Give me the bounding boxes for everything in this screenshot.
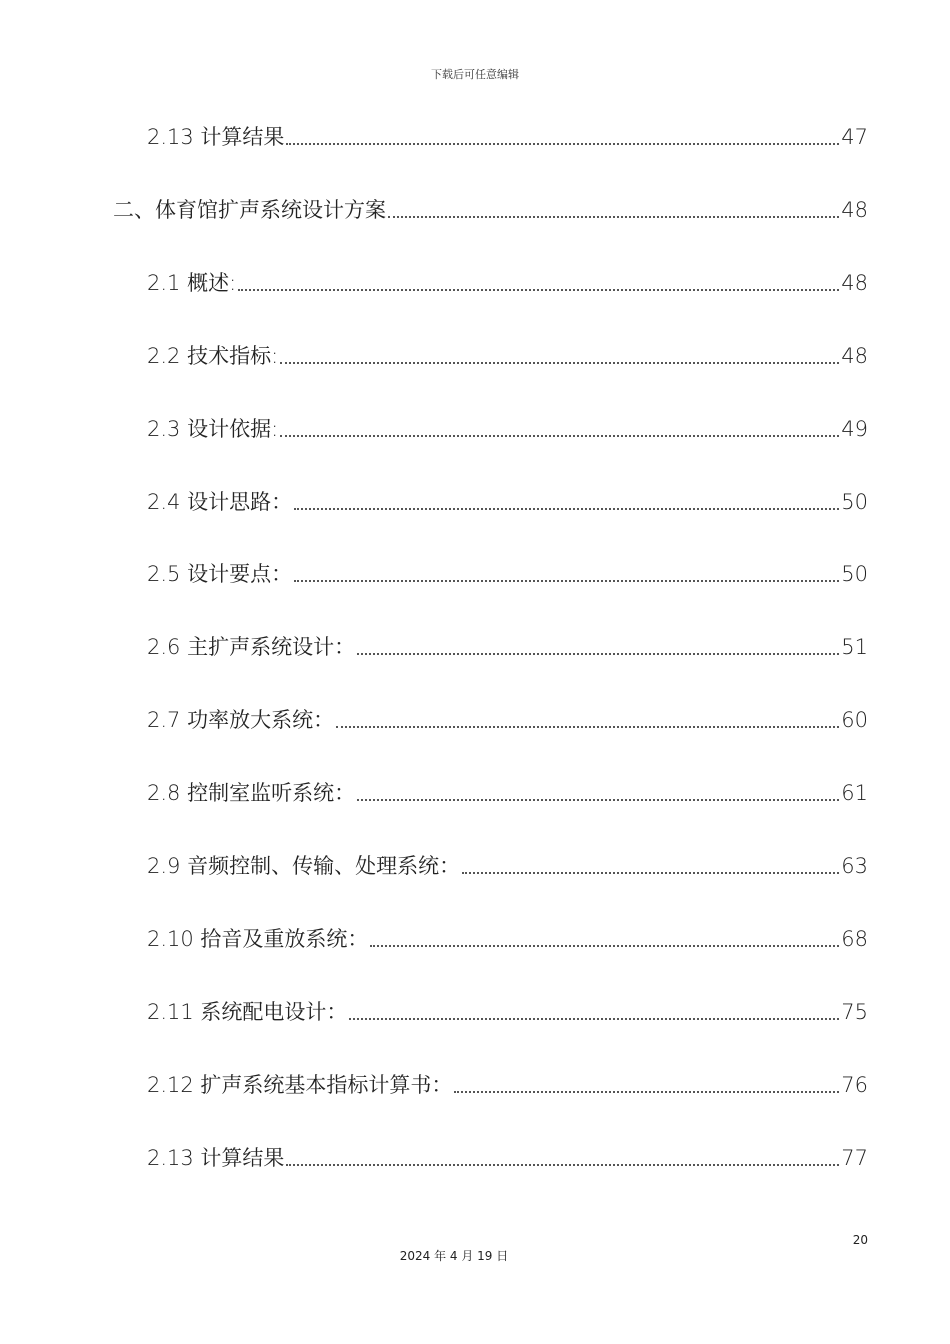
toc-entry-page: 75 xyxy=(841,1000,868,1024)
toc-entry[interactable] xyxy=(147,1070,868,1100)
toc-entry-label: 2.8 控制室监听系统： xyxy=(147,781,356,805)
toc-entry-label: 2.3 设计依据: xyxy=(147,417,279,441)
toc-entry[interactable] xyxy=(147,924,868,954)
toc-entry[interactable] xyxy=(147,414,868,444)
page-number: 20 xyxy=(852,1233,868,1247)
toc-entry[interactable] xyxy=(147,559,868,589)
toc-entry-page: 47 xyxy=(841,125,868,149)
page-header: 下载后可任意编辑 xyxy=(431,68,519,81)
toc-entry-page: 50 xyxy=(841,562,868,586)
toc-entry-page: 77 xyxy=(841,1146,868,1170)
toc-entry-label: 2.12 扩声系统基本指标计算书： xyxy=(147,1073,453,1097)
toc-leader-dots xyxy=(370,945,839,947)
toc-entry-page: 76 xyxy=(841,1073,868,1097)
toc-entry[interactable] xyxy=(147,705,868,735)
toc-leader-dots xyxy=(336,726,839,728)
toc-leader-dots xyxy=(349,1018,839,1020)
toc-leader-dots xyxy=(294,508,839,510)
toc-entry-label: 2.1 概述: xyxy=(147,271,237,295)
toc-leader-dots xyxy=(238,289,839,291)
toc-leader-dots xyxy=(286,1164,839,1166)
toc-entry-label: 2.4 设计思路： xyxy=(147,490,293,514)
toc-entry-page: 49 xyxy=(841,417,868,441)
toc-entry[interactable] xyxy=(147,268,868,298)
toc-entry[interactable] xyxy=(147,632,868,662)
toc-leader-dots xyxy=(294,580,839,582)
toc-entry-label: 2.10 拾音及重放系统： xyxy=(147,927,369,951)
toc-entry[interactable] xyxy=(147,851,868,881)
toc-entry-label: 2.11 系统配电设计： xyxy=(147,1000,348,1024)
footer-date: 2024 年 4 月 19 日 xyxy=(399,1249,509,1263)
toc-entry-page: 48 xyxy=(841,344,868,368)
toc-entry-page: 50 xyxy=(841,490,868,514)
toc-leader-dots xyxy=(357,653,839,655)
toc-entry-label: 2.13 计算结果 xyxy=(147,125,285,149)
toc-entry-page: 48 xyxy=(841,198,868,222)
toc-leader-dots xyxy=(388,216,839,218)
toc-entry[interactable] xyxy=(113,195,868,225)
toc-entry-page: 61 xyxy=(841,781,868,805)
toc-entry[interactable] xyxy=(147,778,868,808)
toc-entry[interactable] xyxy=(147,1143,868,1173)
toc-entry[interactable] xyxy=(147,997,868,1027)
toc-leader-dots xyxy=(462,872,839,874)
toc-entry-page: 63 xyxy=(841,854,868,878)
toc-entry-label: 2.9 音频控制、传输、处理系统： xyxy=(147,854,461,878)
toc-entry[interactable] xyxy=(147,487,868,517)
toc-entry-label: 2.5 设计要点： xyxy=(147,562,293,586)
toc-entry[interactable] xyxy=(147,122,868,152)
toc-entry-label: 2.2 技术指标: xyxy=(147,344,279,368)
toc-leader-dots xyxy=(357,799,839,801)
toc-entry[interactable] xyxy=(147,341,868,371)
toc-leader-dots xyxy=(280,435,839,437)
toc-leader-dots xyxy=(280,362,839,364)
toc-leader-dots xyxy=(286,143,839,145)
toc-entry-label: 2.6 主扩声系统设计： xyxy=(147,635,356,659)
toc-entry-page: 60 xyxy=(841,708,868,732)
toc-entry-label: 2.7 功率放大系统： xyxy=(147,708,335,732)
toc-entry-label: 2.13 计算结果 xyxy=(147,1146,285,1170)
toc-entry-label: 二、体育馆扩声系统设计方案 xyxy=(113,198,386,222)
toc-entry-page: 68 xyxy=(841,927,868,951)
toc-entry-page: 51 xyxy=(841,635,868,659)
toc-leader-dots xyxy=(454,1091,839,1093)
toc-entry-page: 48 xyxy=(841,271,868,295)
